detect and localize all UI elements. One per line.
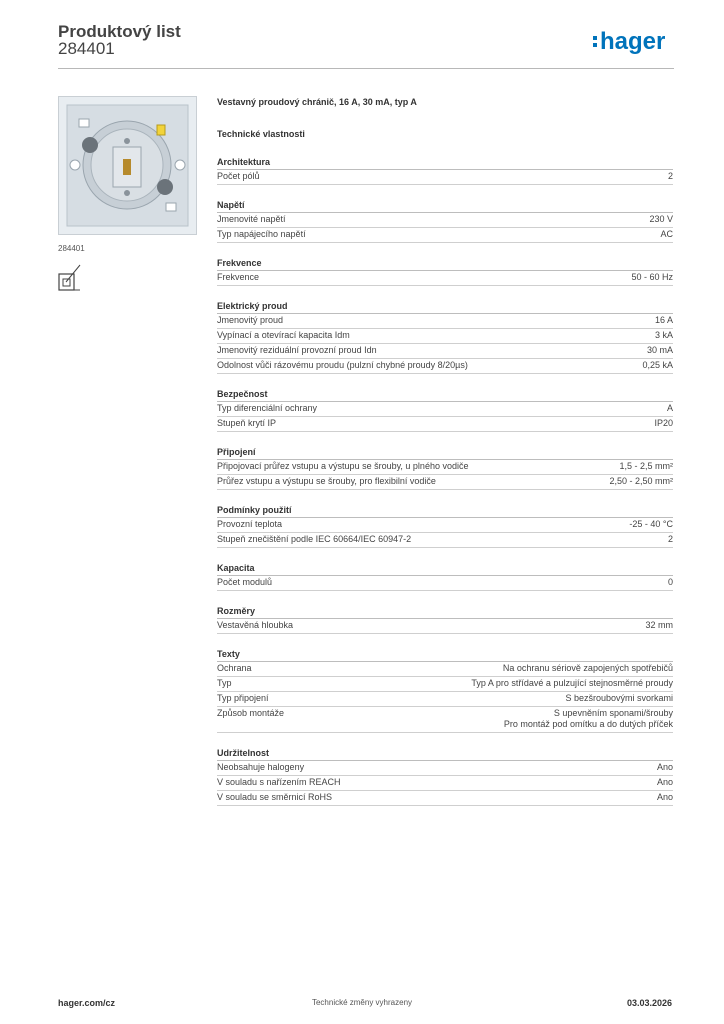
product-description: Vestavný proudový chránič, 16 A, 30 mA, typ A: [217, 97, 417, 107]
spec-label: Počet modulů: [217, 577, 273, 587]
spec-value: -25 - 40 °C: [629, 519, 673, 529]
spec-value: 30 mA: [646, 345, 673, 355]
section-title: Texty: [217, 648, 673, 662]
spec-section: [217, 747, 673, 806]
spec-value: 16 A: [654, 315, 673, 325]
section-title: Připojení: [217, 446, 673, 460]
spec-section: [217, 562, 673, 591]
spec-label: Typ diferenciální ochrany: [217, 403, 318, 413]
section-title: Rozměry: [217, 605, 673, 619]
spec-row: [217, 692, 673, 707]
spec-row: [217, 518, 673, 533]
spec-value: 32 mm: [645, 620, 673, 630]
spec-value: IP20: [654, 418, 673, 428]
spec-label: Provozní teplota: [217, 519, 283, 529]
spec-row: [217, 619, 673, 634]
spec-value: 2: [667, 534, 673, 544]
spec-row: [217, 791, 673, 806]
section-title: Architektura: [217, 156, 673, 170]
spec-row: [217, 533, 673, 548]
spec-label: Připojovací průřez vstupu a výstupu se šrouby, u plného vodiče: [217, 461, 469, 471]
spec-section: [217, 257, 673, 286]
spec-value: A: [666, 403, 673, 413]
spec-row: [217, 677, 673, 692]
spec-label: Neobsahuje halogeny: [217, 762, 305, 772]
spec-label: Typ připojení: [217, 693, 269, 703]
spec-value: 1,5 - 2,5 mm²: [619, 461, 673, 471]
spec-value: Typ A pro střídavé a pulzující stejnosměrné proudy: [471, 678, 673, 688]
spec-label: Jmenovitý proud: [217, 315, 284, 325]
section-title: Napětí: [217, 199, 673, 213]
spec-label: Stupeň krytí IP: [217, 418, 277, 428]
rcd-device-image: [59, 97, 196, 234]
section-title: Frekvence: [217, 257, 673, 271]
spec-content: [217, 96, 673, 806]
spec-row: [217, 314, 673, 329]
spec-label: Vypínací a otevírací kapacita Idm: [217, 330, 350, 340]
header-divider: [58, 68, 674, 69]
spec-section: [217, 388, 673, 432]
footer-notice: Technické změny vyhrazeny: [311, 998, 413, 1007]
spec-section: [217, 300, 673, 374]
spec-value: Ano: [656, 762, 673, 772]
footer-website[interactable]: hager.com/cz: [58, 998, 116, 1008]
photo-caption: 284401: [58, 244, 85, 253]
section-title: Udržitelnost: [217, 747, 673, 761]
spec-row: [217, 329, 673, 344]
spec-value: S bezšroubovými svorkami: [565, 693, 673, 703]
spec-value: 2,50 - 2,50 mm²: [609, 476, 673, 486]
spec-value: Na ochranu sériově zapojených spotřebičů: [502, 663, 673, 673]
spec-row: [217, 344, 673, 359]
spec-label: Jmenovitý reziduální provozní proud Idn: [217, 345, 377, 355]
spec-value: 2: [667, 171, 673, 181]
spec-row: [217, 776, 673, 791]
spec-section: [217, 446, 673, 490]
spec-row: [217, 761, 673, 776]
spec-section: [217, 504, 673, 548]
product-number: 284401: [58, 39, 115, 58]
spec-row: [217, 271, 673, 286]
spec-section: [217, 605, 673, 634]
spec-label: Vestavěná hloubka: [217, 620, 294, 630]
flush-mount-install-icon: [58, 262, 82, 292]
spec-row: [217, 228, 673, 243]
spec-sections: [217, 156, 673, 806]
spec-label: Jmenovité napětí: [217, 214, 286, 224]
spec-row: [217, 576, 673, 591]
spec-value: Ano: [656, 777, 673, 787]
spec-row: [217, 475, 673, 490]
spec-label: Ochrana: [217, 663, 252, 673]
spec-label: Počet pólů: [217, 171, 260, 181]
hager-logo: [592, 27, 676, 59]
section-title: Podmínky použití: [217, 504, 673, 518]
section-title: Elektrický proud: [217, 300, 673, 314]
spec-label: Stupeň znečištění podle IEC 60664/IEC 60947-2: [217, 534, 412, 544]
spec-row: [217, 402, 673, 417]
spec-row: [217, 170, 673, 185]
spec-value: Ano: [656, 792, 673, 802]
spec-label: V souladu s nařízením REACH: [217, 777, 341, 787]
spec-row: [217, 359, 673, 374]
spec-row: [217, 213, 673, 228]
spec-value: 0,25 kA: [642, 360, 673, 370]
spec-label: Způsob montáže: [217, 708, 285, 718]
spec-value: AC: [660, 229, 673, 239]
spec-row: [217, 662, 673, 677]
section-title: Kapacita: [217, 562, 673, 576]
spec-value: 3 kA: [654, 330, 673, 340]
page-title: Produktový list: [58, 22, 181, 41]
spec-label: Odolnost vůči rázovému proudu (pulzní chybné proudy 8/20µs): [217, 360, 468, 370]
spec-row: [217, 460, 673, 475]
spec-value: 0: [667, 577, 673, 587]
spec-label: Průřez vstupu a výstupu se šrouby, pro flexibilní vodiče: [217, 476, 436, 486]
spec-value: 230 V: [649, 214, 673, 224]
spec-section: [217, 199, 673, 243]
spec-section: [217, 648, 673, 733]
spec-label: V souladu se směrnicí RoHS: [217, 792, 333, 802]
section-title: Bezpečnost: [217, 388, 673, 402]
spec-row: [217, 707, 673, 733]
spec-section: [217, 156, 673, 185]
spec-value: S upevněním sponami/šrouby Pro montáž pod omítku a do dutých příček: [503, 708, 673, 729]
spec-label: Frekvence: [217, 272, 260, 282]
spec-label: Typ: [217, 678, 232, 688]
product-photo: [58, 96, 197, 235]
spec-value: 50 - 60 Hz: [631, 272, 673, 282]
footer-date: 03.03.2026: [626, 998, 672, 1008]
tech-properties-heading: Technické vlastnosti: [217, 129, 305, 139]
spec-row: [217, 417, 673, 432]
brand-name: hager: [600, 28, 666, 55]
spec-label: Typ napájecího napětí: [217, 229, 306, 239]
